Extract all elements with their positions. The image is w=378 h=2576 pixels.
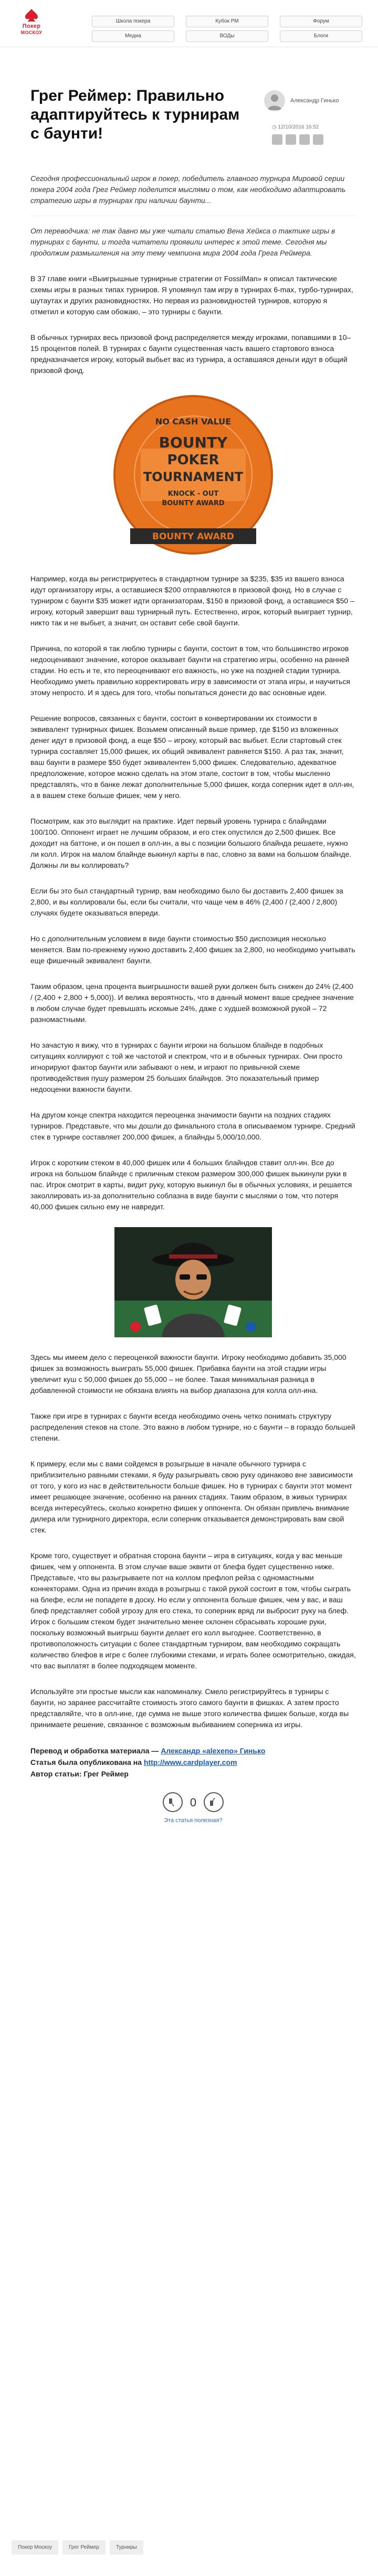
source-credit xyxy=(30,1757,356,1768)
article-header xyxy=(30,87,251,143)
tag-item[interactable]: Грег Реймер xyxy=(62,2540,106,2554)
nav-forum[interactable]: Форум xyxy=(280,16,362,27)
tag-item[interactable]: Турниры xyxy=(110,2540,143,2554)
article-lead: Сегодня профессиональный игрок в покер, победитель главного турнира Мировой серии покера 2004 года Грег Реймер поделится мыслями о том, как необходимо адаптировать стратегию игры в турнирах при наличии баунти... xyxy=(30,174,346,205)
paragraph: Посмотрим, как это выглядит на практике. Идет первый уровень турнира с блайндами 100/100. Оппонент играет не лучшим образом, и его стек опустился до 2,500 фишек. Все доходит на баттоне, и он пошел в олл-ин, а вы с позиции большого блайнда решаете, нужно ли колл. Игрок на малом блайнде выкинул карты в пас, словно за вами на большом блайнде. Должны ли вы коллировать? xyxy=(30,817,352,869)
article-credits xyxy=(30,1745,356,1780)
poker-player-illustration xyxy=(114,1227,272,1337)
paragraph: Используйте эти простые мысли как напоминалку. Смело регистрируйтесь в турниры с баунти, но заранее рассчитайте стоимость этого самого баунти в фишках. А затем просто представляйте, что в олл-ине, где сумма не выше этого количества фишек больше, когда вы принимаете решение, связанное с возможным выбиванием соперника из игры. xyxy=(30,1687,349,1729)
chip-tournament: TOURNAMENT xyxy=(143,470,244,484)
avatar[interactable] xyxy=(264,90,285,111)
chip-ribbon: BOUNTY AWARD xyxy=(152,531,235,542)
logo-line2: МОСКОУ xyxy=(20,30,43,35)
tag-list xyxy=(12,2540,143,2554)
paragraph: На другом конце спектра находится переоценка значимости баунти на поздних стадиях турниров. Представьте, что мы дошли до финального стола в описываемом турнире. Средний стек в турнире составляет 200,000 фишек, а блайнды 5,000/10,000. xyxy=(30,1111,355,1141)
translation-label: Перевод и обработка материала — xyxy=(30,1747,159,1755)
spade-icon xyxy=(24,7,39,23)
paragraph: Решение вопросов, связанных с баунти, состоит в конвертировании их стоимости в эквивалент турнирных фишек. Возьмем описанный выше пример, где $150 из вложенных денег идут в призовой фонд, а еще $50 – игроку, который вас выбьет. Если стартовый стек турнира составляет 15,000 фишек, их общий эквивалент равняется $150. А раз так, значит, ваш баунти в размере $50 будет эквивалентен 5,000 фишек. Следовательно, адекватное предположение, которое можно сделать на этом этапе, состоит в том, чтобы мысленно представлять, что в банке лежат дополнительные 5,000 фишек, когда соперник идет в олл-ин, а в вашем стеке больше фишек, чем у него. xyxy=(30,714,354,800)
paragraph: Кроме того, существует и обратная сторона баунти – игра в ситуациях, когда у вас меньше фишек, чем у оппонента. В этом случае ваше эквити от блефа будет существенно ниже. Представьте, что вы разыгрываете пот на коллом префлоп рейза с одномастными коннекторами. Одна из причин входа в розыгрыш с такой рукой состоит в том, чтобы сыграть на блефе, если не попадете в доску. Но если у оппонента больше фишек, чем у вас, и ваш блеф представляет собой угрозу для его стека, то соперник вряд ли выбросит руку на блеф. Игрок с большим стеком будет значительно менее склонен сбрасывать хорошие руки, поскольку возможный выигрыш баунти делает его колл выгоднее. Соответственно, в противоположность ситуации с более стандартным турниром, вам необходимо сокращать количество блефов в игре с более глубокими стеками, и играть более осмотрительно, ожидая, что вас выплатят в более подходящем моменте. xyxy=(30,1551,356,1670)
main-nav xyxy=(92,16,362,42)
paragraph: Например, когда вы регистрируетесь в стандартном турнире за $235, $35 из вашего взноса идут организатору игры, а оставшиеся $200 отправляются в призовой фонд. Но в случае с турниром с баунти $35 может идти организаторам, $150 в призовой фонд, а оставшиеся $50 – игроку, который завершит ваш турнирный путь. Естественно, игрок, который выиграет турнир, никто так и не выбьет, а значит, он оставит себе свой баунти. xyxy=(30,574,354,627)
paragraph: Также при игре в турнирах с баунти всегда необходимо очень четко понимать структуру распределения стеков на столе. Это важно в любом турнире, но с баунти – в гораздо большей степени. xyxy=(30,1412,355,1442)
clock-icon: ◷ xyxy=(272,124,278,130)
paragraph: В обычных турнирах весь призовой фонд распределяется между игроками, попавшими в 10–15 процентов полей. В турнирах с баунти существенная часть вашего стартового взноса предназначается игроку, который выбьет вас из турнира, а оставшаяся деньги идут в общий призовой фонд. xyxy=(30,333,351,375)
nav-media[interactable]: Медиа xyxy=(92,30,174,42)
nav-rm-cup[interactable]: Кубок РМ xyxy=(186,16,268,27)
share-vk-icon[interactable] xyxy=(272,134,282,145)
translation-credit xyxy=(30,1745,356,1757)
paragraph: Но с дополнительным условием в виде баунти стоимостью $50 диспозиция несколько меняется. Вам по-прежнему нужно доставить 2,400 фишек за 2,800, но необходимо учитывать еще фишечный эквивалент баунти. xyxy=(30,934,355,965)
site-header xyxy=(0,0,378,47)
chip-bounty: BOUNTY xyxy=(159,434,228,451)
nav-vods[interactable]: ВОДы xyxy=(186,30,268,42)
helpful-question[interactable]: Эта статья полезная? xyxy=(164,1817,223,1824)
thumbs-up-icon[interactable] xyxy=(204,1792,224,1812)
chip-poker: POKER xyxy=(167,452,219,468)
site-logo[interactable] xyxy=(13,7,50,36)
user-icon xyxy=(264,90,285,111)
share-twitter-icon[interactable] xyxy=(299,134,310,145)
share-buttons xyxy=(272,134,323,145)
nav-blogs[interactable]: Блоги xyxy=(280,30,362,42)
logo-line1: Покер xyxy=(22,23,41,29)
thumbs-down-icon[interactable] xyxy=(163,1792,183,1812)
translator-link[interactable]: Александр «alexeno» Гинько xyxy=(161,1747,266,1755)
paragraph: Причина, по которой я так люблю турниры с баунти, состоит в том, что большинство игроков недооценивают значение, которое оказывает баунти на стратегию игры, особенно на ранней стадии. Но есть и те, кто переоценивают его важность, но уже на поздней стадии турнира. Необходимо уметь правильно корректировать игру в зависимости от этапа игры, и научиться этому непросто. И я здесь для того, чтобы попытаться донести до вас основные идеи. xyxy=(30,644,350,697)
tag-item[interactable]: Покер Москоу xyxy=(12,2540,58,2554)
chip-bounty-award: BOUNTY AWARD xyxy=(162,499,225,507)
paragraph: Таким образом, цена процента выигрышности вашей руки должен быть снижен до 24% (2,400 / (2,400 + 2,800 + 5,000)). И велика вероятность, что в данный момент ваше среднее значение в любом случае будет превышать искомые 24%, даже с худшей возможной рукой – 72 разномастными. xyxy=(30,982,354,1024)
share-facebook-icon[interactable] xyxy=(286,134,296,145)
chip-no-cash-value: NO CASH VALUE xyxy=(155,417,232,427)
paragraph: Если бы это был стандартный турнир, вам необходимо было бы доставить 2,400 фишек за 2,800, и вы коллировали бы, если бы считали, что чаще чем в 46% (2,400 / (2,400 / 2,800) случаях будете оказываться впереди. xyxy=(30,887,343,917)
source-link[interactable]: http://www.cardplayer.com xyxy=(143,1758,237,1766)
publish-date-text: 12/10/2016 16:52 xyxy=(278,124,319,130)
author-name[interactable]: Александр Гинько xyxy=(290,98,339,104)
rating-widget xyxy=(30,1792,356,1812)
article-author-credit: Автор статьи: Грег Реймер xyxy=(30,1770,129,1778)
nav-poker-school[interactable]: Школа покера xyxy=(92,16,174,27)
share-odnoklassniki-icon[interactable] xyxy=(313,134,323,145)
paragraph: Здесь мы имеем дело с переоценкой важности баунти. Игроку необходимо добавить 35,000 фишек за возможность выиграть 55,000 фишек. Прибавка баунти на этой стадии игры увеличит куш с 50,000 фишек до 55,000 – не более. Такая минимальная разница в добавленной стоимости не обязана влиять на выбор диапазона для колла олл-ина. xyxy=(30,1353,346,1395)
article-title: Грег Реймер: Правильно адаптируйтесь к турнирам с баунти! xyxy=(30,87,240,142)
rating-count: 0 xyxy=(190,1795,197,1809)
paragraph: К примеру, если мы с вами сойдемся в розыгрыше в начале обычного турнира с приблизительно равными стеками, я буду разыгрывать свою руку одинаково вне зависимости от того, у кого из нас в действительности больше фишек. Но в турнирах с баунти этот момент имеет решающее значение, особенно на ранних стадиях. Таким образом, в живых турнирах всегда интересуйтесь, сколько конкретно фишек у оппонента. Он обязан привлечь внимание дилера или турнирного директора, если соперник отказывается демонстрировать вам свой стек. xyxy=(30,1460,353,1534)
article-body xyxy=(30,173,356,1826)
paragraph: В 37 главе книги «Выигрышные турнирные стратегии от FossilMan» я описал тактические схемы игры в разных типах турниров. Я упомянул там игру в турнирах 6-max, турбо-турнирах, шутаутах и других разновидностях. Но первая из разновидностей турниров, которую я отметил и которую сам обожаю, – это турниры с баунти. xyxy=(30,274,353,316)
bounty-chip-image xyxy=(30,391,356,559)
paragraph: Игрок с коротким стеком в 40,000 фишек или 4 больших блайндов ставит олл-ин. Все до игрока на большом блайнде с приличным стеком размером 300,000 фишек выкинули руки в пас. Игрок смотрит в карты, видит руку, которую выкинул бы в обычных условиях, и решается заколлировать из-за дополнительно соблазна в виде баунти с мыслями о том, что потеря 40,000 фишек сильно ему не навредит. xyxy=(30,1158,352,1211)
bounty-chip-illustration xyxy=(109,391,277,559)
poker-player-image xyxy=(30,1227,356,1337)
chip-knock-out: KNOCK - OUT xyxy=(167,490,219,498)
paragraph: Но зачастую я вижу, что в турнирах с баунти игроки на большом блайнде в подобных ситуациях коллируют с той же частотой и спектром, что и в обычных турнирах. Они просто игнорируют фактор баунти или забывают о нем, и играют по привычной схеме противодействия пушу размером 25 больших блайндов. Это показательный пример недооценки важности баунти. xyxy=(30,1041,343,1093)
source-label: Статья была опубликована на xyxy=(30,1758,142,1766)
translator-note: От переводчика: не так давно мы уже читали статью Вена Хейкса о тактике игры в турнирах с баунти, и тогда читатели проявили интерес к этой теме. Сегодня мы продолжим размышления на эту тему чемпиона мира 2004 года Грега Реймера. xyxy=(30,227,335,257)
publish-date xyxy=(272,122,319,133)
